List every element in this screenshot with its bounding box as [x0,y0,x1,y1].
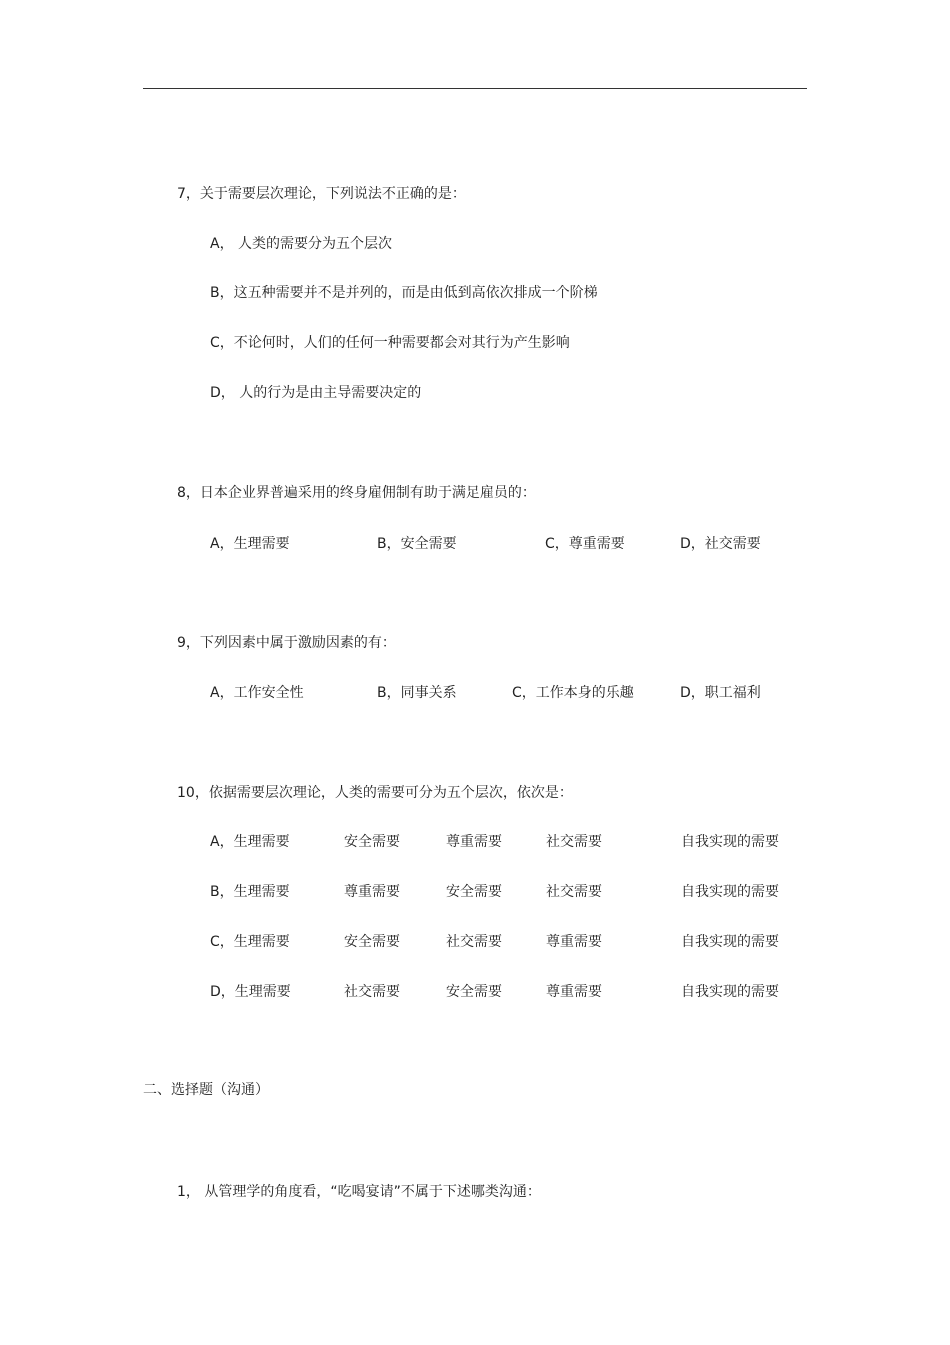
q10-row-b-col-4: 社交需要 [546,884,602,900]
question-7-option-c: C，不论何时，人们的任何一种需要都会对其行为产生影响 [210,335,570,351]
q10-row-c-col-4: 尊重需要 [546,934,602,950]
q10-row-c-col-2: 安全需要 [344,934,400,950]
q10-row-a-col-5: 自我实现的需要 [681,834,779,850]
q10-row-a-col-2: 安全需要 [344,834,400,850]
question-7-option-d: D， 人的行为是由主导需要决定的 [210,385,422,401]
question-8-stem: 8，日本企业界普遍采用的终身雇佣制有助于满足雇员的： [177,485,536,501]
q10-row-d-col-4: 尊重需要 [546,984,602,1000]
section-2-heading: 二、选择题（沟通） [143,1082,269,1098]
question-9-stem: 9，下列因素中属于激励因素的有： [177,635,396,651]
question-9-option-d: D，职工福利 [680,685,761,701]
question-8-option-d: D，社交需要 [680,536,761,552]
question-9-option-a: A，工作安全性 [210,685,304,701]
question-7-option-b: B，这五种需要并不是并列的，而是由低到高依次排成一个阶梯 [210,285,598,301]
q10-row-a-col-1: A，生理需要 [210,834,290,850]
question-7-stem: 7，关于需要层次理论，下列说法不正确的是： [177,186,466,202]
q10-row-d-col-2: 社交需要 [344,984,400,1000]
q10-row-c-col-5: 自我实现的需要 [681,934,779,950]
question-8-option-a: A，生理需要 [210,536,290,552]
question-10-stem: 10，依据需要层次理论，人类的需要可分为五个层次，依次是： [177,785,573,801]
q10-row-b-col-2: 尊重需要 [344,884,400,900]
question-9-option-c: C，工作本身的乐趣 [512,685,634,701]
q10-row-b-col-5: 自我实现的需要 [681,884,779,900]
question-8-option-b: B，安全需要 [377,536,457,552]
q10-row-c-col-3: 社交需要 [446,934,502,950]
question-8-option-c: C，尊重需要 [545,536,625,552]
q10-row-b-col-1: B，生理需要 [210,884,290,900]
question-7-option-a: A， 人类的需要分为五个层次 [210,236,393,252]
q10-row-d-col-5: 自我实现的需要 [681,984,779,1000]
header-rule [143,88,807,89]
q10-row-d-col-1: D，生理需要 [210,984,291,1000]
q10-row-c-col-1: C，生理需要 [210,934,290,950]
section-2-question-1-stem: 1， 从管理学的角度看，“吃喝宴请”不属于下述哪类沟通： [177,1184,541,1200]
q10-row-a-col-4: 社交需要 [546,834,602,850]
question-9-option-b: B，同事关系 [377,685,457,701]
q10-row-a-col-3: 尊重需要 [446,834,502,850]
q10-row-b-col-3: 安全需要 [446,884,502,900]
q10-row-d-col-3: 安全需要 [446,984,502,1000]
